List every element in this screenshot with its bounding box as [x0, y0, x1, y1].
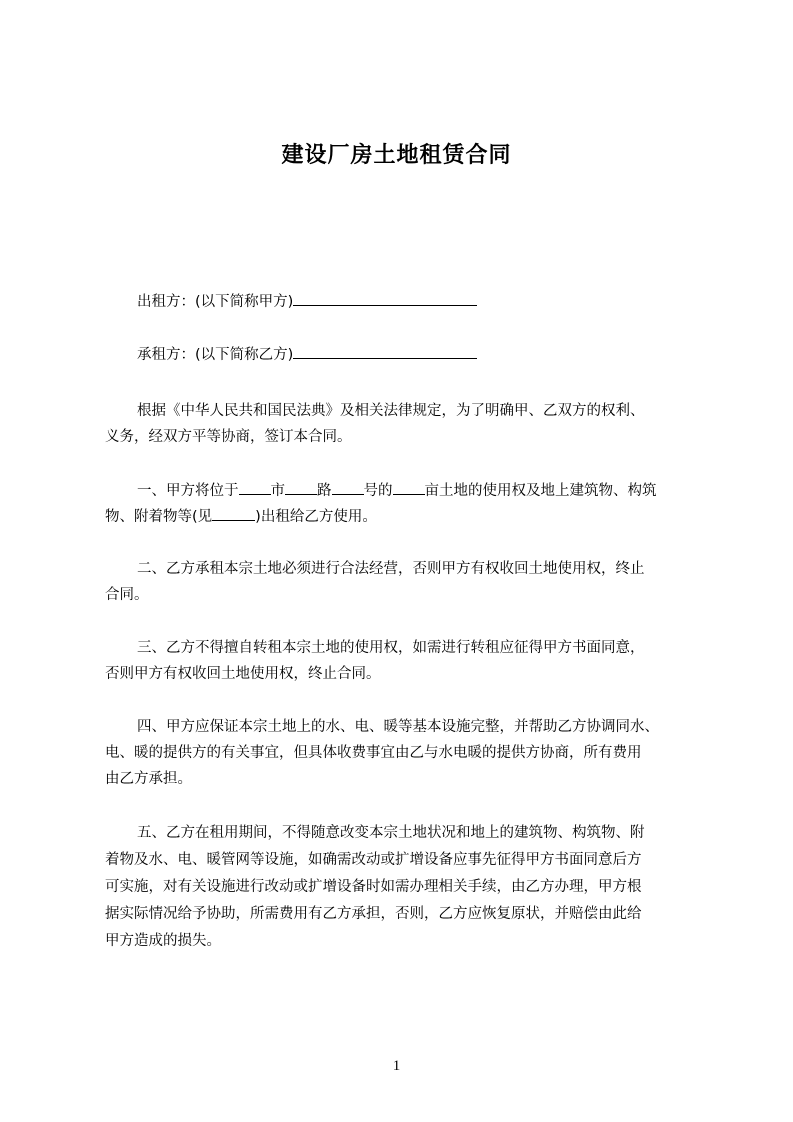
- clause-1-text: 亩土地的使用权及地上建筑物、构筑: [424, 483, 657, 499]
- preamble-line-2: 义务，经双方平等协商，签订本合同。: [105, 429, 352, 445]
- clause-1-line-2: [105, 506, 705, 527]
- lessor-name-blank[interactable]: [293, 291, 477, 306]
- clause-5-line-3: 可实施，对有关设施进行改动或扩增设备时如需办理相关手续，由乙方办理，甲方根: [105, 879, 642, 895]
- clause-1-line-1: [137, 480, 737, 501]
- lessee-label: 承租方：(以下简称乙方): [137, 347, 294, 363]
- preamble-line-1: 根据《中华人民共和国民法典》及相关法律规定，为了明确甲、乙双方的权利、: [137, 403, 645, 419]
- clause-1-text: 物、附着物等(见: [105, 509, 213, 525]
- clause-1-text: )出租给乙方使用。: [255, 509, 377, 525]
- lessor-label: 出租方：(以下简称甲方): [137, 294, 294, 310]
- clause-5-line-5: 甲方造成的损失。: [105, 933, 221, 949]
- clause-5-line-4: 据实际情况给予协助，所需费用有乙方承担，否则，乙方应恢复原状，并赔偿由此给: [105, 906, 642, 922]
- page-number: 1: [392, 1058, 401, 1074]
- clause-3-line-1: 三、乙方不得擅自转租本宗土地的使用权，如需进行转租应征得甲方书面同意，: [137, 640, 645, 656]
- clause-5-line-1: 五、乙方在租用期间，不得随意改变本宗土地状况和地上的建筑物、构筑物、附: [137, 825, 645, 841]
- clause-5-line-2: 着物及水、电、暖管网等设施，如确需改动或扩增设备应事先征得甲方书面同意后方: [105, 852, 642, 868]
- clause-2-line-2: 合同。: [105, 587, 149, 603]
- clause-2-line-1: 二、乙方承租本宗土地必须进行合法经营，否则甲方有权收回土地使用权，终止: [137, 561, 645, 577]
- lessee-line: [137, 344, 737, 365]
- lessee-name-blank[interactable]: [293, 344, 477, 359]
- clause-1-text: 一、甲方将位于: [137, 483, 239, 499]
- clause-4-line-3: 由乙方承担。: [105, 771, 192, 787]
- clause-1-text: 市: [270, 483, 285, 499]
- acreage-blank[interactable]: [393, 480, 425, 495]
- clause-4-line-1: 四、甲方应保证本宗土地上的水、电、暖等基本设施完整，并帮助乙方协调同水、: [137, 719, 659, 735]
- attachment-blank[interactable]: [212, 506, 255, 521]
- city-blank[interactable]: [239, 480, 271, 495]
- document-title: 建设厂房土地租赁合同: [281, 143, 512, 168]
- clause-1-text: 号的: [363, 483, 393, 499]
- road-blank[interactable]: [285, 480, 317, 495]
- clause-3-line-2: 否则甲方有权收回土地使用权，终止合同。: [105, 666, 381, 682]
- number-blank[interactable]: [332, 480, 364, 495]
- clause-4-line-2: 电、暖的提供方的有关事宜，但具体收费事宜由乙与水电暖的提供方协商，所有费用: [105, 745, 642, 761]
- clause-1-text: 路: [317, 483, 332, 499]
- lessor-line: [137, 291, 737, 312]
